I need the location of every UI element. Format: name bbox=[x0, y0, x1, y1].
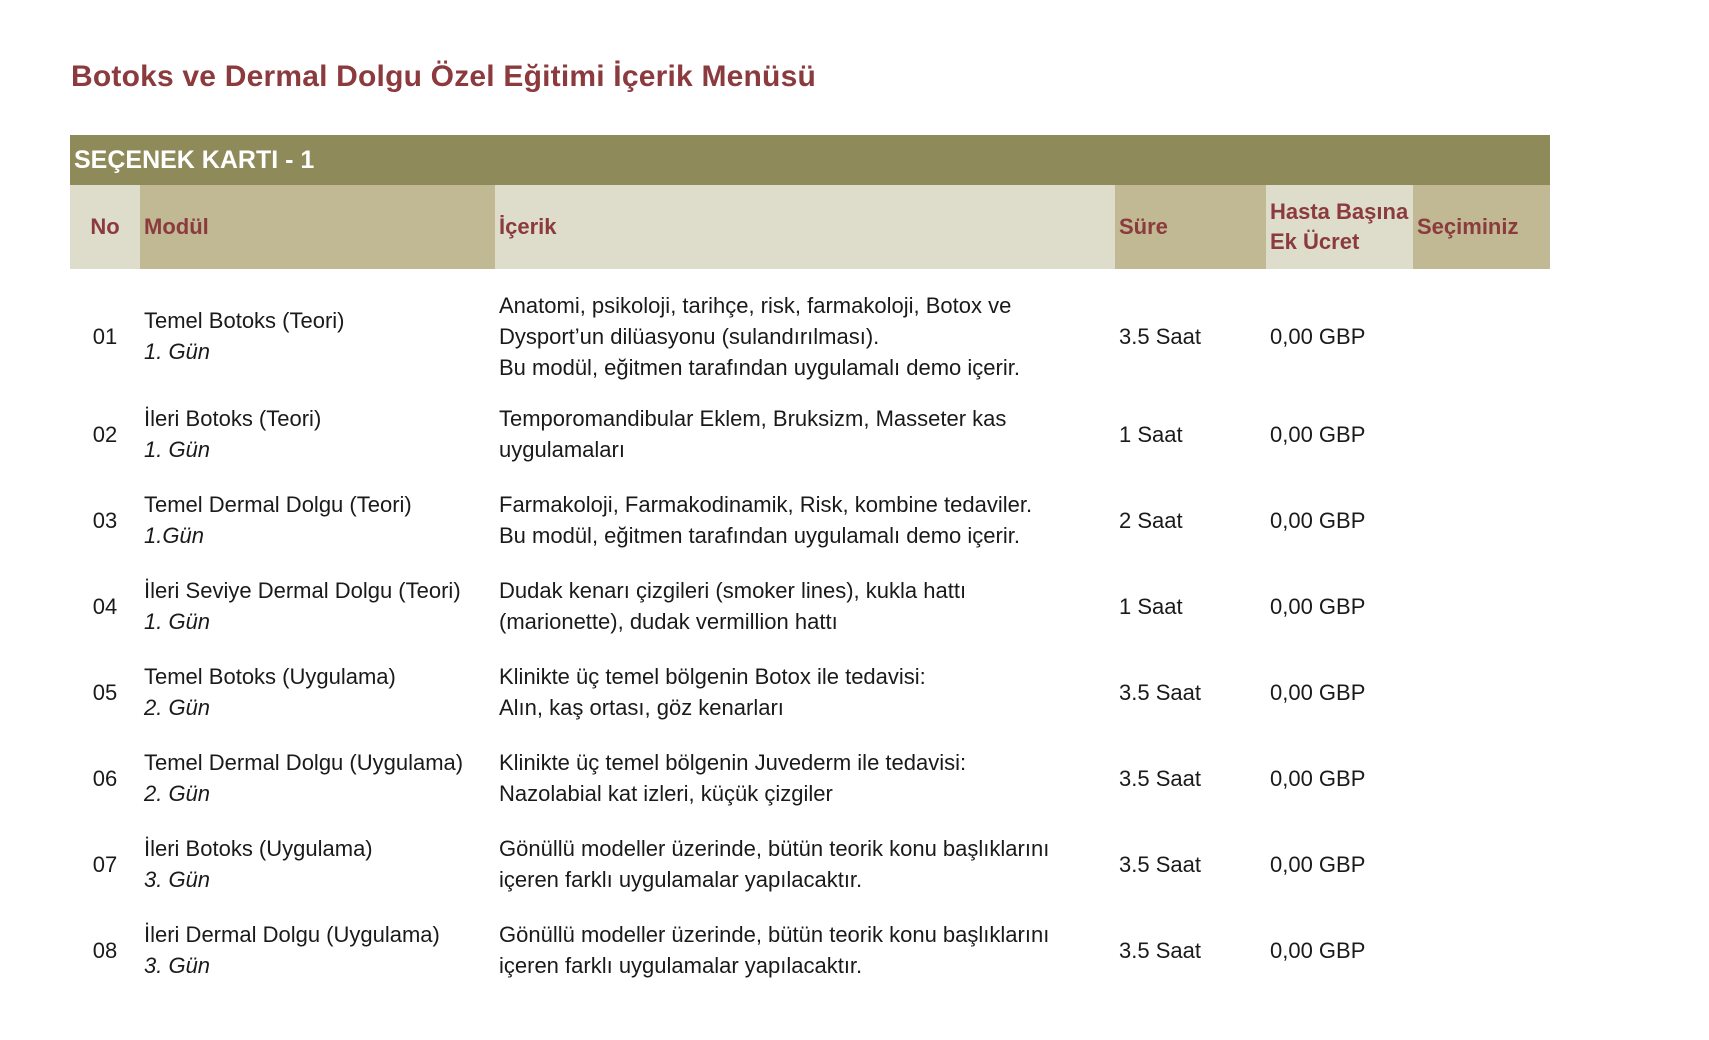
row-duration: 3.5 Saat bbox=[1119, 851, 1201, 877]
row-selection[interactable] bbox=[1413, 391, 1550, 477]
module-day: 3. Gün bbox=[144, 867, 211, 892]
row-selection[interactable] bbox=[1413, 821, 1550, 907]
module-day: 2. Gün bbox=[144, 781, 211, 806]
table-row bbox=[70, 477, 1550, 563]
module-name: İleri Botoks (Uygulama) bbox=[144, 836, 373, 861]
module-day: 1. Gün bbox=[144, 609, 211, 634]
row-no: 03 bbox=[92, 507, 118, 533]
row-duration: 1 Saat bbox=[1119, 593, 1183, 619]
content-line: içeren farklı uygulamalar yapılacaktır. bbox=[499, 867, 863, 892]
row-no: 07 bbox=[92, 851, 118, 877]
row-module bbox=[140, 735, 495, 821]
row-duration: 3.5 Saat bbox=[1119, 937, 1201, 963]
row-content bbox=[495, 735, 1115, 821]
card-title: SEÇENEK KARTI - 1 bbox=[70, 135, 1550, 185]
row-module bbox=[140, 649, 495, 735]
header-fee-line2: Ek Ücret bbox=[1270, 229, 1360, 254]
option-card bbox=[70, 135, 1550, 993]
row-selection[interactable] bbox=[1413, 477, 1550, 563]
content-line: Anatomi, psikoloji, tarihçe, risk, farmakoloji, Botox ve bbox=[499, 292, 1012, 318]
row-no: 01 bbox=[92, 323, 118, 349]
page-title: Botoks ve Dermal Dolgu Özel Eğitimi İçerik Menüsü bbox=[71, 60, 816, 93]
content-line: Gönüllü modeller üzerinde, bütün teorik konu başlıklarını bbox=[499, 836, 1050, 861]
row-content bbox=[495, 477, 1115, 563]
row-no: 06 bbox=[92, 765, 118, 791]
row-duration: 2 Saat bbox=[1119, 507, 1183, 533]
row-duration: 3.5 Saat bbox=[1119, 679, 1201, 705]
module-day: 1.Gün bbox=[144, 523, 204, 548]
row-selection[interactable] bbox=[1413, 735, 1550, 821]
row-module bbox=[140, 563, 495, 649]
module-name: Temel Dermal Dolgu (Teori) bbox=[144, 492, 412, 517]
module-day: 2. Gün bbox=[144, 695, 211, 720]
row-fee: 0,00 GBP bbox=[1270, 421, 1366, 447]
row-selection[interactable] bbox=[1413, 281, 1550, 391]
module-day: 1. Gün bbox=[144, 339, 211, 364]
content-line: Klinikte üç temel bölgenin Juvederm ile tedavisi: bbox=[499, 750, 967, 775]
content-line: içeren farklı uygulamalar yapılacaktır. bbox=[499, 953, 863, 978]
row-selection[interactable] bbox=[1413, 649, 1550, 735]
row-content bbox=[495, 907, 1115, 993]
row-module bbox=[140, 477, 495, 563]
content-line: Bu modül, eğitmen tarafından uygulamalı demo içerir. bbox=[499, 354, 1020, 380]
row-module bbox=[140, 391, 495, 477]
header-selection: Seçiminiz bbox=[1413, 185, 1550, 269]
module-name: İleri Botoks (Teori) bbox=[144, 406, 322, 431]
module-name: İleri Seviye Dermal Dolgu (Teori) bbox=[144, 578, 461, 603]
row-fee: 0,00 GBP bbox=[1270, 593, 1366, 619]
table-row bbox=[70, 281, 1550, 391]
row-module bbox=[140, 821, 495, 907]
table-row bbox=[70, 735, 1550, 821]
content-line: Temporomandibular Eklem, Bruksizm, Masseter kas bbox=[499, 406, 1007, 431]
content-line: Klinikte üç temel bölgenin Botox ile tedavisi: bbox=[499, 664, 926, 689]
row-content bbox=[495, 281, 1115, 391]
content-line: Gönüllü modeller üzerinde, bütün teorik konu başlıklarını bbox=[499, 922, 1050, 947]
row-no: 02 bbox=[92, 421, 118, 447]
row-duration: 3.5 Saat bbox=[1119, 323, 1201, 349]
header-no: No bbox=[70, 185, 140, 269]
row-no: 04 bbox=[92, 593, 118, 619]
row-fee: 0,00 GBP bbox=[1270, 765, 1366, 791]
module-table bbox=[70, 185, 1550, 993]
module-name: Temel Botoks (Uygulama) bbox=[144, 664, 396, 689]
header-duration: Süre bbox=[1115, 185, 1266, 269]
content-line: Dudak kenarı çizgileri (smoker lines), kukla hattı bbox=[499, 578, 967, 603]
content-line: (marionette), dudak vermillion hattı bbox=[499, 609, 838, 634]
row-no: 08 bbox=[92, 937, 118, 963]
module-day: 1. Gün bbox=[144, 437, 211, 462]
header-spacer bbox=[70, 269, 1550, 281]
module-name: Temel Botoks (Teori) bbox=[144, 308, 345, 333]
header-fee bbox=[1266, 185, 1413, 269]
row-duration: 1 Saat bbox=[1119, 421, 1183, 447]
header-fee-line1: Hasta Başına bbox=[1270, 199, 1409, 224]
row-fee: 0,00 GBP bbox=[1270, 679, 1366, 705]
row-fee: 0,00 GBP bbox=[1270, 323, 1366, 349]
table-row bbox=[70, 649, 1550, 735]
row-fee: 0,00 GBP bbox=[1270, 851, 1366, 877]
content-line: Bu modül, eğitmen tarafından uygulamalı demo içerir. bbox=[499, 523, 1020, 548]
table-row bbox=[70, 821, 1550, 907]
row-module bbox=[140, 907, 495, 993]
row-fee: 0,00 GBP bbox=[1270, 507, 1366, 533]
row-selection[interactable] bbox=[1413, 907, 1550, 993]
row-no: 05 bbox=[92, 679, 118, 705]
module-name: Temel Dermal Dolgu (Uygulama) bbox=[144, 750, 464, 775]
row-duration: 3.5 Saat bbox=[1119, 765, 1201, 791]
table-row bbox=[70, 907, 1550, 993]
row-module bbox=[140, 281, 495, 391]
content-line: Alın, kaş ortası, göz kenarları bbox=[499, 695, 784, 720]
content-line: Dysport’un dilüasyonu (sulandırılması). bbox=[499, 323, 880, 349]
header-content: İçerik bbox=[495, 185, 1115, 269]
table-row bbox=[70, 563, 1550, 649]
table-header-row bbox=[70, 185, 1550, 269]
module-name: İleri Dermal Dolgu (Uygulama) bbox=[144, 922, 440, 947]
row-content bbox=[495, 821, 1115, 907]
row-content bbox=[495, 563, 1115, 649]
content-line: uygulamaları bbox=[499, 437, 625, 462]
header-module: Modül bbox=[140, 185, 495, 269]
content-line: Nazolabial kat izleri, küçük çizgiler bbox=[499, 781, 833, 806]
row-content bbox=[495, 391, 1115, 477]
row-selection[interactable] bbox=[1413, 563, 1550, 649]
table-row bbox=[70, 391, 1550, 477]
content-line: Farmakoloji, Farmakodinamik, Risk, kombine tedaviler. bbox=[499, 492, 1033, 517]
module-day: 3. Gün bbox=[144, 953, 211, 978]
row-content bbox=[495, 649, 1115, 735]
row-fee: 0,00 GBP bbox=[1270, 937, 1366, 963]
